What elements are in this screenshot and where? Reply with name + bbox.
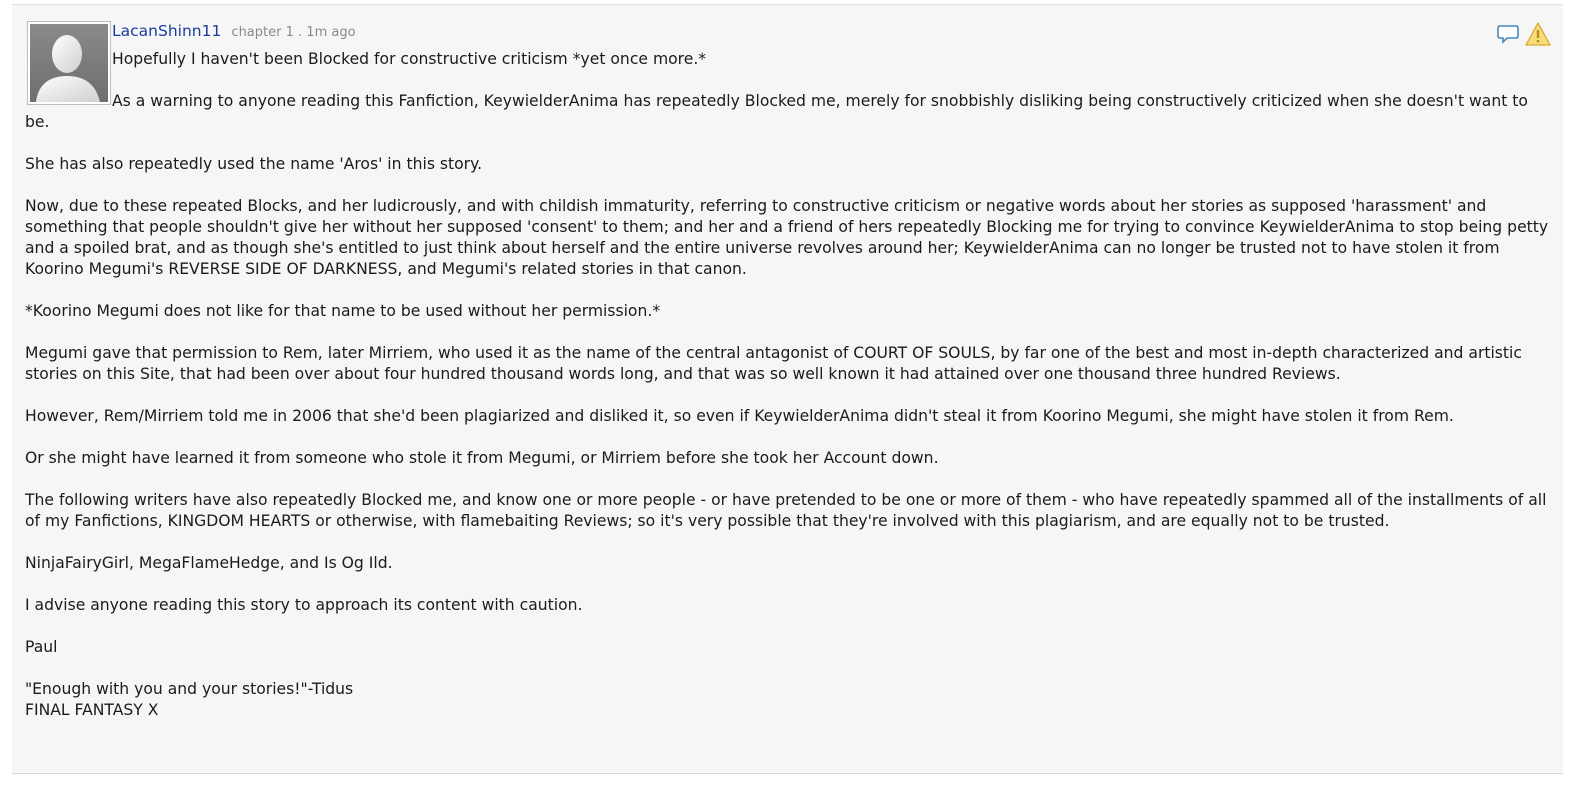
reply-button[interactable] xyxy=(1496,21,1522,47)
review-meta xyxy=(231,25,355,40)
warning-triangle-icon xyxy=(1524,21,1552,47)
review-paragraph: I advise anyone reading this story to approach its content with caution. xyxy=(25,596,583,614)
speech-bubble-icon xyxy=(1496,21,1522,47)
review-quote: "Enough with you and your stories!"-Tidus xyxy=(25,680,354,698)
review-paragraph: NinjaFairyGirl, MegaFlameHedge, and Is Og Ild. xyxy=(25,554,393,572)
review-time: 1m ago xyxy=(306,25,356,40)
review-body xyxy=(25,49,1557,721)
review-paragraph: Megumi gave that permission to Rem, later Mirriem, who used it as the name of the central antagonist of COURT OF SOULS, by far one of the best and most in-depth characterized and artistic stories on this Site, that had been over about four hundred thousand words long, and that was so well known it had attained over one thousand three hundred Reviews. xyxy=(25,344,1522,383)
review-quote-source: FINAL FANTASY X xyxy=(25,701,159,719)
review-paragraph: Or she might have learned it from someone who stole it from Megumi, or Mirriem before she took her Account down. xyxy=(25,449,939,467)
review-paragraph: However, Rem/Mirriem told me in 2006 that she'd been plagiarized and disliked it, so even if KeywielderAnima didn't steal it from Koorino Megumi, she might have stolen it from Rem. xyxy=(25,407,1454,425)
review-paragraph: Hopefully I haven't been Blocked for constructive criticism *yet once more.* xyxy=(112,50,707,68)
review-paragraph: Now, due to these repeated Blocks, and her ludicrously, and with childish immaturity, referring to constructive criticism or negative words about her stories as supposed 'harassment' and something that people shouldn't give her without her supposed 'consent' to them; and her and a friend of hers repeatedly Blocking me for trying to convince KeywielderAnima to stop being petty and a spoiled brat, and as though she's entitled to just think about herself and the entire universe revolves around her; KeywielderAnima can no longer be trusted not to have stolen it from Koorino Megumi's REVERSE SIDE OF DARKNESS, and Megumi's related stories in that canon. xyxy=(25,197,1549,278)
report-button[interactable] xyxy=(1524,21,1550,47)
review-signature: Paul xyxy=(25,638,58,656)
meta-separator: . xyxy=(298,25,303,40)
review-chapter: chapter 1 xyxy=(231,25,294,40)
review-container xyxy=(12,4,1563,774)
review-paragraph: The following writers have also repeatedly Blocked me, and know one or more people - or have pretended to be one or more of them - who have repeatedly spammed all of the installments of all of my Fanfictions, KINGDOM HEARTS or otherwise, with flamebaiting Reviews; so it's very possible that they're involved with this plagiarism, and are equally not to be trusted. xyxy=(25,491,1547,530)
reviewer-name-link[interactable]: LacanShinn11 xyxy=(112,22,222,40)
review-paragraph: As a warning to anyone reading this Fanfiction, KeywielderAnima has repeatedly Blocked me, merely for snobbishly disliking being constructively criticized when she doesn't want to be. xyxy=(25,92,1528,131)
review-paragraph: *Koorino Megumi does not like for that name to be used without her permission.* xyxy=(25,302,661,320)
review-header xyxy=(112,21,356,41)
review-paragraph: She has also repeatedly used the name 'Aros' in this story. xyxy=(25,155,483,173)
